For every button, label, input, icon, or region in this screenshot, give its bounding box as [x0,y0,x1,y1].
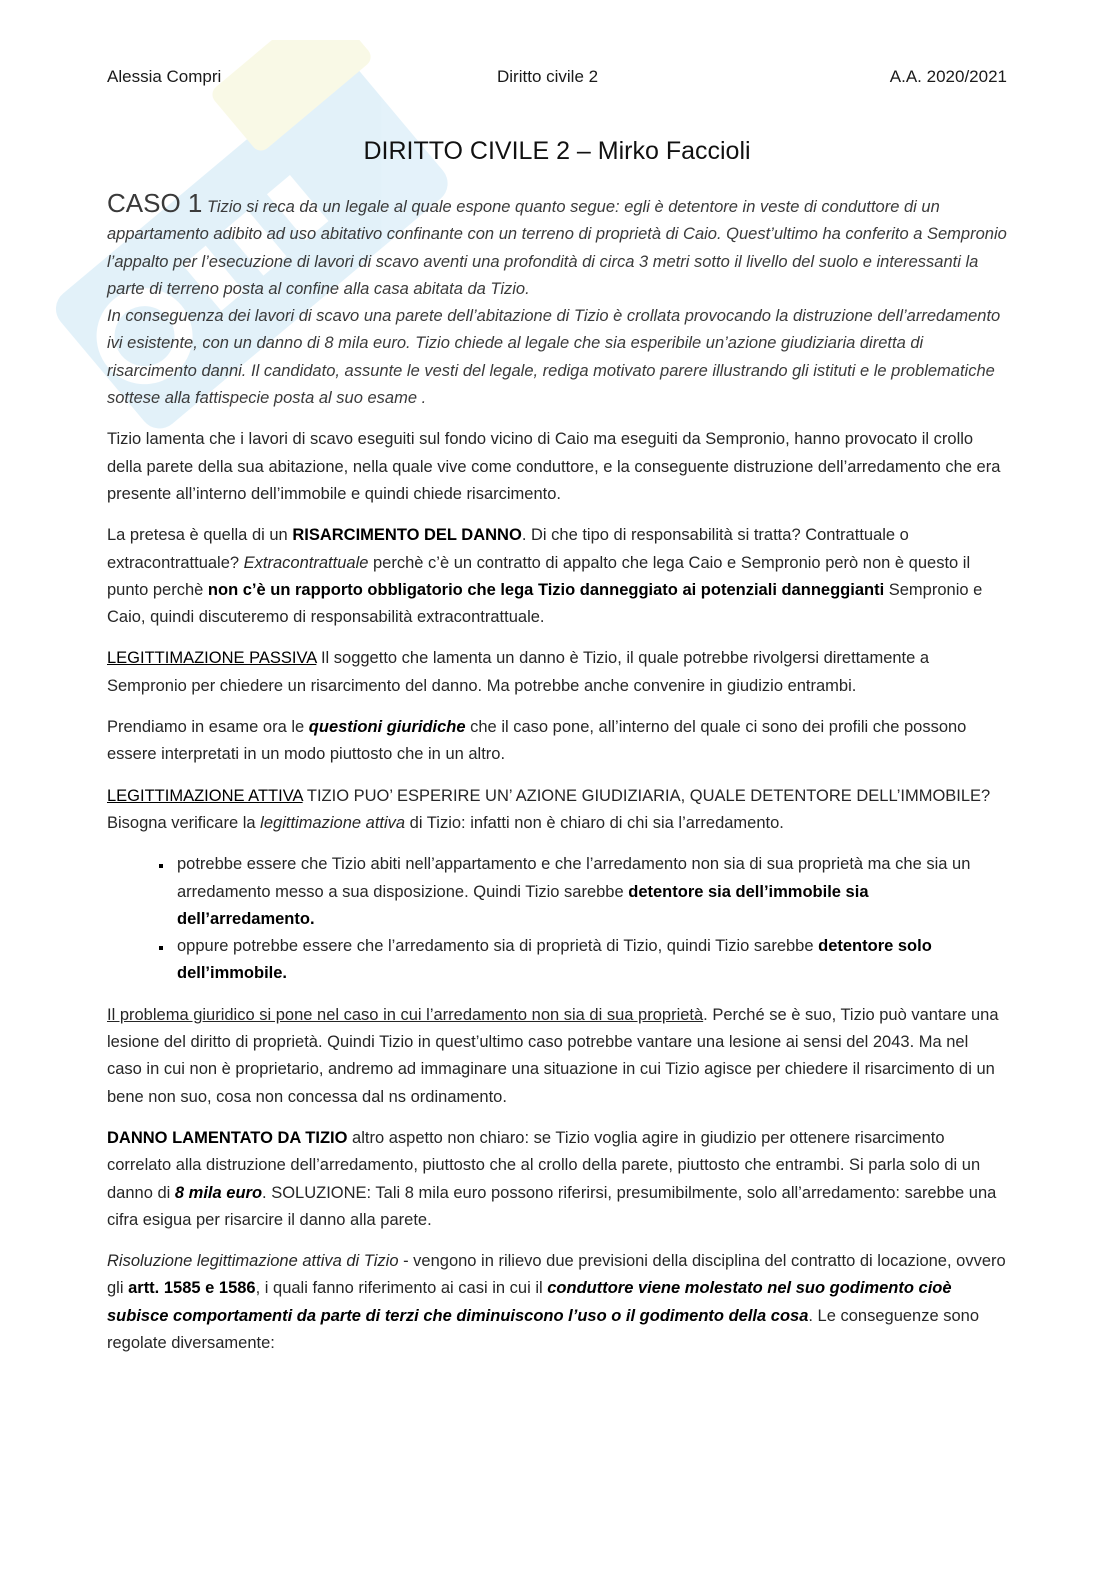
case-1-text-continued: In conseguenza dei lavori di scavo una parete dell’abitazione di Tizio è crollata provocando la distruzione dell’arredamento ivi esistente, con un danno di 8 mila euro. Tizio chiede al legale che sia esperibile un’azione giudiziaria diretta di risarcimento danni. Il candidato, assunte le vesti del legale, rediga motivato parere illustrando gli istituti e le problematiche sottese alla fattispecie posta al suo esame . [107,307,1001,408]
paragraph-intro: Tizio lamenta che i lavori di scavo eseguiti sul fondo vicino di Caio ma eseguiti da Sempronio, hanno provocato il crollo della parete della sua abitazione, nella quale vive come conduttore, e la conseguente distruzione dell’arredamento che era presente all’interno dell’immobile e quindi chiede risarcimento. [107,430,1001,503]
paragraph-problema-giuridico: Il problema giuridico si pone nel caso in cui l’arredamento non sia di sua proprietà. Perché se è suo, Tizio può vantare una lesione del diritto di proprietà. Quindi Tizio in quest’ultimo caso potrebbe vantare una lesione ai sensi del 2043. Ma nel caso in cui non è proprietario, andremo ad immaginare una situazione in cui Tizio agisce per chiedere il risarcimento di un bene non suo, cosa non concessa dal ns ordinamento. [107,1005,999,1106]
header-author: Alessia Compri [107,67,222,86]
conduttore-molestato-highlight: conduttore viene molestato nel suo godimento cioè subisce comportamenti da parte di terzi che diminuiscono l’uso o il godimento della cosa [107,1279,952,1325]
danno-lamentato-heading: DANNO LAMENTATO DA TIZIO [107,1128,348,1147]
page-header [107,67,1007,91]
risoluzione-heading: Risoluzione legittimazione attiva di Tizio [107,1252,399,1271]
obbligatorio-highlight: non c’è un rapporto obbligatorio che lega Tizio danneggiato ai potenziali danneggianti [207,580,885,599]
case-1-paragraph [107,190,1007,412]
paragraph-danno-lamentato: DANNO LAMENTATO DA TIZIO altro aspetto non chiaro: se Tizio voglia agire in giudizio per ottenere risarcimento correlato alla distruzione dell’arredamento, piuttosto che al crollo della parete, piuttosto che entrambi. Si parla solo di un danno di 8 mila euro. SOLUZIONE: Tali 8 mila euro possono riferirsi, presumibilmente, solo all’arredamento: sarebbe una cifra esigua per risarcire il danno alla parete. [107,1128,997,1229]
paragraph-legittimazione-passiva: LEGITTIMAZIONE PASSIVA Il soggetto che lamenta un danno è Tizio, il quale potrebbe rivolgersi direttamente a Sempronio per chiedere un risarcimento del danno. Ma potrebbe anche convenire in giudizio entrambi. [107,649,930,695]
paragraph-risoluzione: Risoluzione legittimazione attiva di Tizio - vengono in rilievo due previsioni della disciplina del contratto di locazione, ovvero gli artt. 1585 e 1586, i quali fanno riferimento ai casi in cui il conduttore viene molestato nel suo godimento cioè subisce comportamenti da parte di terzi che diminuiscono l’uso o il godimento della cosa. Le conseguenze sono regolate diversamente: [107,1252,1006,1352]
header-course: Diritto civile 2 [497,67,599,86]
articoli-reference: artt. 1585 e 1586 [128,1279,256,1298]
case-1-label: CASO 1 [107,188,203,218]
risarcimento-term: RISARCIMENTO DEL DANNO [292,526,522,545]
page-title: DIRITTO CIVILE 2 – Mirko Faccioli [363,137,751,165]
legittimazione-attiva-term: legittimazione attiva [260,813,406,832]
list-item: ▪ oppure potrebbe essere che l’arredamento sia di proprietà di Tizio, quindi Tizio sarebbe detentore solo dell’immobile. [173,933,1007,988]
legittimazione-passiva-heading: LEGITTIMAZIONE PASSIVA [107,649,317,668]
questioni-giuridiche-term: questioni giuridiche [308,718,466,737]
problema-giuridico-underlined: Il problema giuridico si pone nel caso in cui l’arredamento non sia di sua proprietà [107,1005,704,1024]
document-body [107,190,1007,1371]
legittimazione-attiva-heading: LEGITTIMAZIONE ATTIVA [107,786,303,805]
otto-mila-euro: 8 mila euro [174,1183,263,1202]
case-1-text: Tizio si reca da un legale al quale espone quanto segue: egli è detentore in veste di conduttore di un appartamento adibito ad uso abitativo confinante con un terreno di proprietà di Caio. Quest’ultimo ha conferito a Sempronio l’appalto per l’esecuzione di lavori di scavo aventi una profondità di circa 3 metri sotto il livello del suolo e interessanti la parte di terreno posta al confine alla casa abitata da Tizio. [107,198,1007,298]
paragraph-questioni-giuridiche: Prendiamo in esame ora le questioni giuridiche che il caso pone, all’interno del quale ci sono dei profili che possono essere interpretati in un modo piuttosto che in un altro. [107,718,967,764]
bullet-list [107,851,1007,987]
paragraph-legittimazione-attiva: LEGITTIMAZIONE ATTIVA TIZIO PUO’ ESPERIRE UN’ AZIONE GIUDIZIARIA, QUALE DETENTORE DELL’IMMOBILE? Bisogna verificare la legittimazione attiva di Tizio: infatti non è chiaro di chi sia l’arredamento. [107,786,991,832]
paragraph-risarcimento: La pretesa è quella di un RISARCIMENTO DEL DANNO. Di che tipo di responsabilità si tratta? Contrattuale o extracontrattuale? Extracontrattuale perchè c’è un contratto di appalto che lega Caio e Sempronio però non è questo il punto perchè non c’è un rapporto obbligatorio che lega Tizio danneggiato ai potenziali danneggianti Sempronio e Caio, quindi discuteremo di responsabilità extracontrattuale. [107,526,983,627]
list-item: ▪ potrebbe essere che Tizio abiti nell’appartamento e che l’arredamento non sia di sua proprietà ma che sia un arredamento messo a sua disposizione. Quindi Tizio sarebbe detentore sia dell’immobile sia dell’arredamento. [173,851,1007,933]
header-year: A.A. 2020/2021 [889,67,1007,86]
extracontrattuale-term: Extracontrattuale [243,553,369,572]
